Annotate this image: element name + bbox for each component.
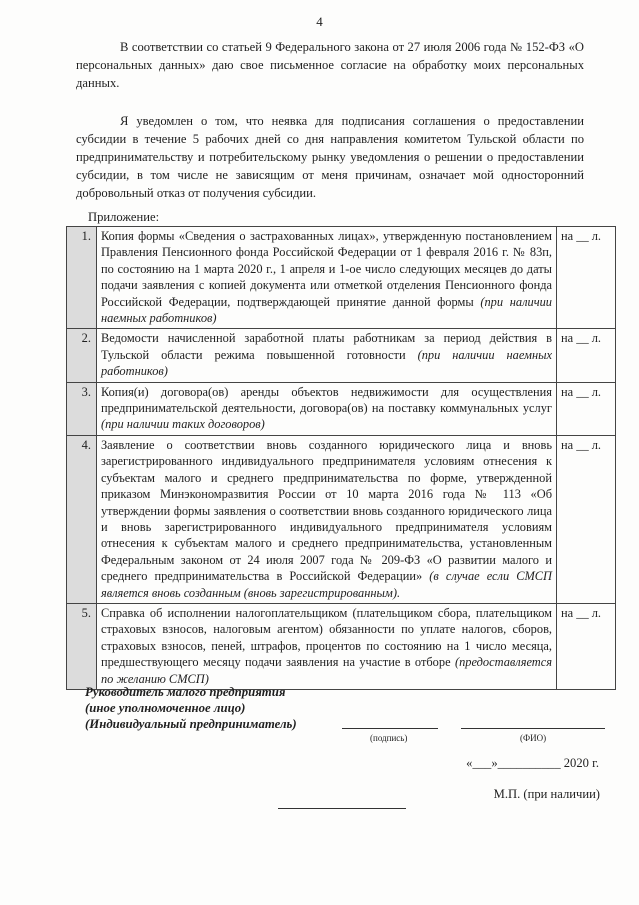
table-row	[67, 603, 616, 689]
appendix-table	[66, 226, 616, 690]
fio-line	[461, 728, 605, 729]
row-description	[96, 603, 556, 689]
row-pages: на __ л.	[557, 329, 616, 382]
signatory-ip: (Индивидуальный предприниматель)	[85, 717, 297, 731]
consent-paragraph: В соответствии со статьей 9 Федерального закона от 27 июля 2006 года № 152-ФЗ «О персональных данных» даю свое письменное согласие на обработку моих персональных данных.	[76, 40, 584, 90]
row-description	[96, 227, 556, 329]
row-number: 3.	[67, 382, 97, 435]
signatory-alt: (иное уполномоченное лицо)	[85, 701, 246, 715]
table-row	[67, 227, 616, 329]
row-text: Заявление о соответствии вновь созданного юридического лица и вновь зарегистрированного индивидуального предпринимателя условиям отнесения к субъектам малого и среднего предпринимательства по форме, утвержденной приказом Минэкономразвития России от 10 марта 2016 года № 113 «Об утверждении формы заявления о соответствии вновь созданного юридического лица и вновь зарегистрированного индивидуального предпринимателя условиям отнесения к субъектам малого и среднего предпринимательства, установленным Федеральным законом от 24 июля 2007 года № 209-ФЗ «О развитии малого и среднего предпринимательства в Российской Федерации»	[100, 437, 553, 584]
signature-caption: (подпись)	[370, 733, 408, 743]
signatory-block	[85, 684, 297, 732]
row-description	[96, 382, 556, 435]
page-number: 4	[316, 14, 323, 29]
row-pages: на __ л.	[557, 382, 616, 435]
row-text: Копия формы «Сведения о застрахованных лицах», утвержденную постановлением Правления Пенсионного фонда Российской Федерации от 1 февраля 2016 г. № 83п, по состоянию на 1 марта 2020 г., 1 апреля и 1-ое число следующих месяцев до даты подачи заявления с копией документа или отметкой отделения Пенсионного фонда Российской Федерации, подтверждающей принятие данной формы	[100, 229, 553, 309]
row-pages: на __ л.	[557, 435, 616, 603]
row-number: 4.	[67, 435, 97, 603]
row-description	[96, 329, 556, 382]
signature-line	[342, 728, 438, 729]
date-line: «___»__________ 2020 г.	[466, 756, 599, 770]
row-description	[96, 435, 556, 603]
row-note: (при наличии наемных работников)	[100, 347, 553, 379]
row-pages: на __ л.	[557, 603, 616, 689]
table-row	[67, 382, 616, 435]
appendix-label: Приложение:	[88, 210, 160, 224]
row-number: 1.	[67, 227, 97, 329]
seal-note: М.П. (при наличии)	[493, 787, 600, 801]
fio-caption: (ФИО)	[520, 733, 547, 743]
row-note: (в случае если СМСП является вновь созданным (вновь зарегистрированным).	[100, 569, 553, 600]
signatory-title: Руководитель малого предприятия	[85, 685, 286, 699]
row-text: Ведомости начисленной заработной платы работникам за период действия в Тульской области режима повышенной готовности	[100, 331, 553, 362]
row-note: (при наличии наемных работников)	[100, 294, 553, 326]
row-text: Справка об исполнении налогоплательщиком (плательщиком сбора, плательщиком страховых взносов, налоговым агентом) обязанности по уплате налогов, сборов, страховых взносов, пеней, штрафов, процентов по состоянию на 1 число месяца, предшествующего месяцу подачи заявления на участие в отборе	[100, 605, 553, 670]
row-text: Копия(и) договора(ов) аренды объектов недвижимости для осуществления предпринимательской деятельности, договора(ов) на поставку коммунальных услуг	[100, 384, 553, 416]
row-note: (предоставляется по желанию СМСП)	[100, 655, 553, 686]
row-pages: на __ л.	[557, 227, 616, 329]
table-row	[67, 329, 616, 382]
row-number: 5.	[67, 603, 97, 689]
bottom-line	[278, 808, 406, 809]
row-note: (при наличии таких договоров)	[100, 417, 265, 432]
table-row	[67, 435, 616, 603]
row-number: 2.	[67, 329, 97, 382]
notice-paragraph: Я уведомлен о том, что неявка для подписания соглашения о предоставлении субсидии в течение 5 рабочих дней со дня направления комитетом Тульской области по предпринимательству и потребительскому рынку уведомления о решении о предоставлении субсидии, в том числе не зависящим от меня причинам, означает мой односторонний добровольный отказ от получения субсидии.	[76, 114, 584, 200]
